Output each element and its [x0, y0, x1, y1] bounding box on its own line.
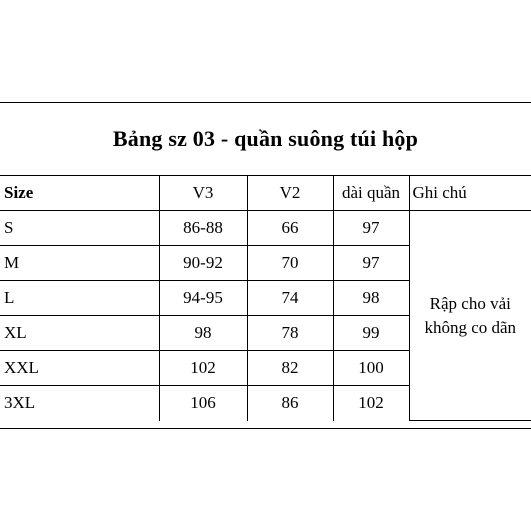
- v3-cell: 90-92: [159, 246, 247, 281]
- v2-cell: 66: [247, 211, 333, 246]
- header-size: Size: [0, 176, 159, 211]
- header-ghi-chu: Ghi chú: [409, 176, 531, 211]
- v2-cell: 82: [247, 351, 333, 386]
- v2-cell: 74: [247, 281, 333, 316]
- size-cell: XL: [0, 316, 159, 351]
- v3-cell: 106: [159, 386, 247, 421]
- note-cell: [409, 211, 531, 421]
- table-row: [0, 211, 531, 246]
- size-cell: S: [0, 211, 159, 246]
- dai-quan-cell: 102: [333, 386, 409, 421]
- chart-title: Bảng sz 03 - quần suông túi hộp: [112, 126, 419, 151]
- header-v3: V3: [159, 176, 247, 211]
- table-header-row: [0, 176, 531, 211]
- dai-quan-cell: 97: [333, 211, 409, 246]
- dai-quan-cell: 100: [333, 351, 409, 386]
- dai-quan-cell: 97: [333, 246, 409, 281]
- note-line: không co dãn: [424, 317, 517, 337]
- v3-cell: 94-95: [159, 281, 247, 316]
- header-v2: V2: [247, 176, 333, 211]
- v3-cell: 86-88: [159, 211, 247, 246]
- header-dai-quan: dài quần: [333, 176, 409, 211]
- note-line: Rập cho vải: [429, 293, 511, 313]
- dai-quan-cell: 99: [333, 316, 409, 351]
- v2-cell: 86: [247, 386, 333, 421]
- dai-quan-cell: 98: [333, 281, 409, 316]
- v3-cell: 98: [159, 316, 247, 351]
- v2-cell: 70: [247, 246, 333, 281]
- v2-cell: 78: [247, 316, 333, 351]
- size-cell: XXL: [0, 351, 159, 386]
- v3-cell: 102: [159, 351, 247, 386]
- size-cell: 3XL: [0, 386, 159, 421]
- size-cell: L: [0, 281, 159, 316]
- size-table: [0, 175, 531, 421]
- size-cell: M: [0, 246, 159, 281]
